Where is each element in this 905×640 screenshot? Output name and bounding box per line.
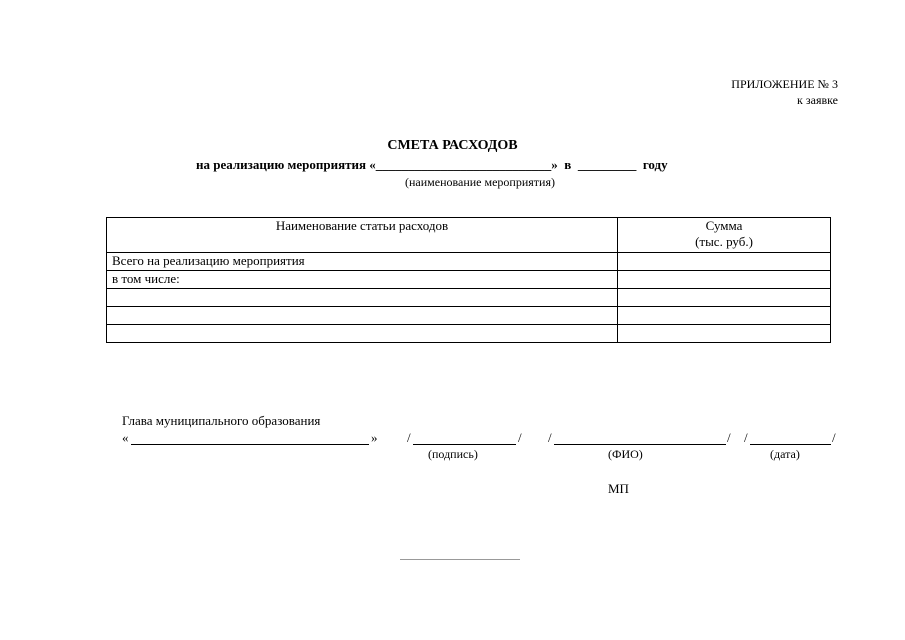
signature-slash-right: / [518,430,522,445]
year-blank: _________ [577,157,637,172]
subtitle-prefix: на реализацию мероприятия « [196,157,376,172]
appendix-number: ПРИЛОЖЕНИЕ № 3 [731,77,838,91]
table-row [107,307,831,325]
table-row [107,289,831,307]
footer-divider [400,559,520,560]
subtitle-suffix: году [642,157,668,172]
municipality-close-quote: » [371,430,378,445]
document-subtitle [196,157,668,173]
event-name-caption: (наименование мероприятия) [405,175,555,189]
municipality-name-field[interactable] [131,444,369,445]
row-item-cell[interactable] [107,307,618,325]
full-name-slash-right: / [727,430,731,445]
signatory-position: Глава муниципального образования [122,413,321,428]
signature-slash-left: / [407,430,411,445]
signature-caption: (подпись) [428,447,478,461]
full-name-caption: (ФИО) [608,447,643,461]
full-name-slash-left: / [548,430,552,445]
header-sum: Сумма (тыс. руб.) [618,218,831,253]
table-row [107,253,831,271]
full-name-field[interactable] [554,444,726,445]
date-slash-right: / [832,430,836,445]
date-field[interactable] [750,444,831,445]
row-sum-cell[interactable] [618,253,831,271]
row-sum-cell[interactable] [618,325,831,343]
row-item-cell[interactable] [107,289,618,307]
budget-table [106,217,831,343]
header-item-name: Наименование статьи расходов [107,218,618,253]
municipality-open-quote: « [122,430,129,445]
table-header-row [107,218,831,253]
row-sum-cell[interactable] [618,307,831,325]
date-slash-left: / [744,430,748,445]
row-sum-cell[interactable] [618,271,831,289]
stamp-place-label: МП [608,481,629,496]
signature-field[interactable] [413,444,516,445]
event-name-blank-2: ____________________ [421,157,552,172]
appendix-subtitle: к заявке [797,93,838,107]
subtitle-close-quote: » [551,157,558,172]
row-item-cell[interactable]: в том числе: [107,271,618,289]
date-caption: (дата) [770,447,800,461]
table-row [107,271,831,289]
row-item-cell[interactable] [107,325,618,343]
event-name-blank-1: _______ [375,157,422,172]
row-sum-cell[interactable] [618,289,831,307]
document-title: СМЕТА РАСХОДОВ [387,138,518,153]
table-row [107,325,831,343]
row-item-cell[interactable]: Всего на реализацию мероприятия [107,253,618,271]
subtitle-in-word: в [564,157,572,172]
